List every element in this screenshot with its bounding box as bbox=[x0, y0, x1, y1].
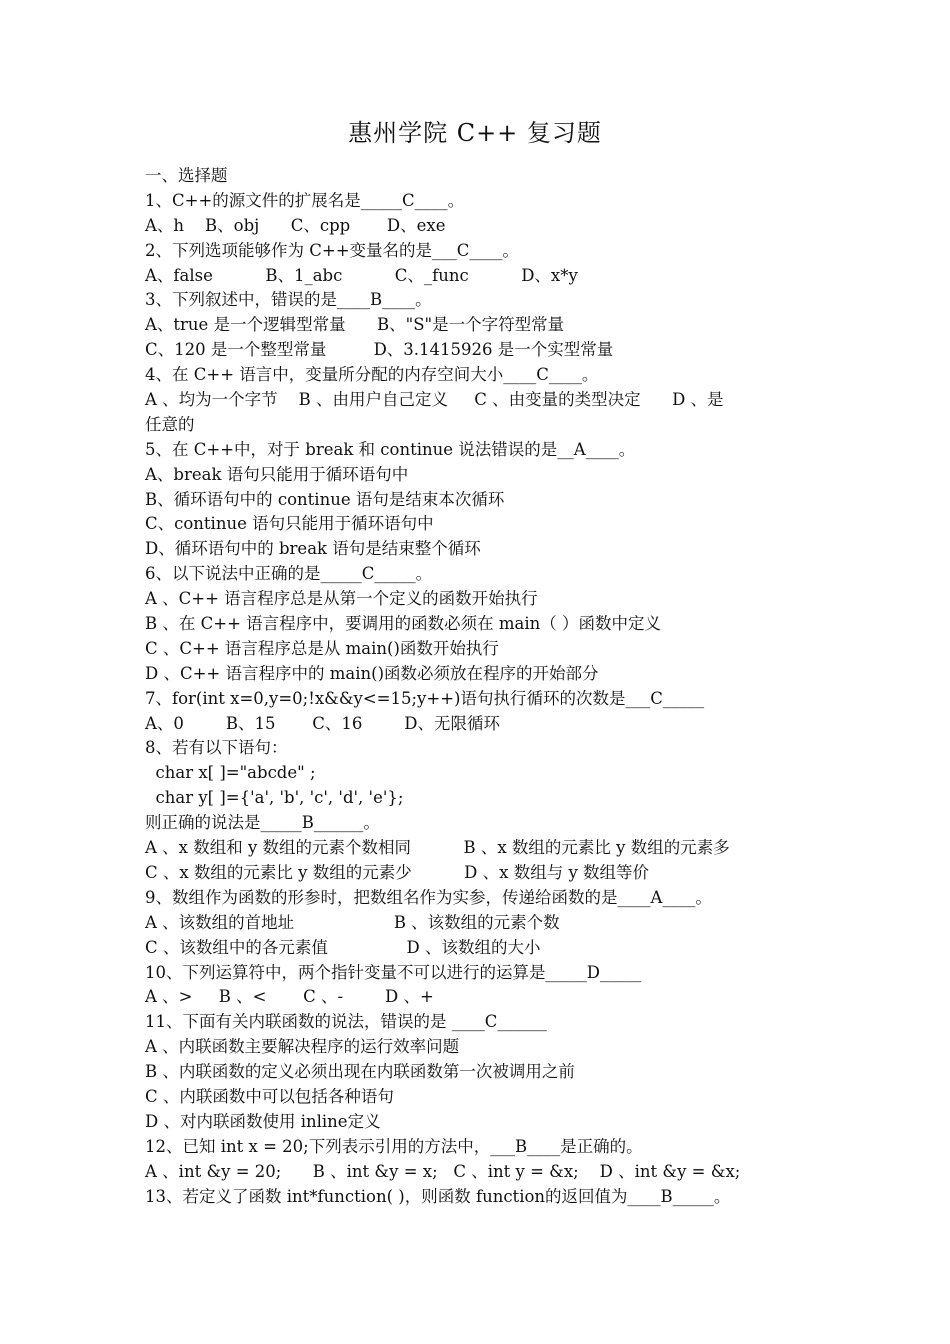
question-9: 9、数组作为函数的形参时，把数组名作为实参，传递给函数的是____A____。 bbox=[145, 887, 712, 907]
question-4-options: A 、均为一个字节 B 、由用户自己定义 C 、由变量的类型决定 D 、是 bbox=[145, 390, 724, 410]
question-10: 10、下列运算符中，两个指针变量不可以进行的运算是_____D_____ bbox=[145, 962, 642, 982]
question-7-options: A、0 B、15 C、16 D、无限循环 bbox=[145, 713, 501, 733]
question-3-options-cd: C、120 是一个整型常量 D、3.1415926 是一个实型常量 bbox=[145, 340, 614, 360]
question-11: 11、下面有关内联函数的说法，错误的是 ____C______ bbox=[145, 1012, 547, 1032]
question-11-option-b: B 、内联函数的定义必须出现在内联函数第一次被调用之前 bbox=[145, 1062, 575, 1082]
question-8: 8、若有以下语句： bbox=[145, 738, 288, 758]
question-2-options: A、false B、1_abc C、_func D、x*y bbox=[145, 265, 578, 285]
question-9-options-cd: C 、该数组中的各元素值 D 、该数组的大小 bbox=[145, 937, 541, 957]
question-6-option-d: D 、C++ 语言程序中的 main()函数必须放在程序的开始部分 bbox=[145, 663, 599, 683]
question-list bbox=[145, 164, 835, 1209]
question-11-option-a: A 、内联函数主要解决程序的运行效率问题 bbox=[145, 1037, 460, 1057]
question-8-options-cd: C 、x 数组的元素比 y 数组的元素少 D 、x 数组与 y 数组等价 bbox=[145, 862, 650, 882]
question-5-option-d: D、循环语句中的 break 语句是结束整个循环 bbox=[145, 539, 481, 559]
question-10-options: A 、> B 、< C 、- D 、+ bbox=[145, 987, 434, 1007]
question-1-options: A、h B、obj C、cpp D、exe bbox=[145, 215, 446, 235]
question-7: 7、for(int x=0,y=0;!x&&y<=15;y++)语句执行循环的次数是___C_____ bbox=[145, 688, 705, 708]
question-5-option-c: C、continue 语句只能用于循环语句中 bbox=[145, 514, 434, 534]
document-title: 惠州学院 C++ 复习题 bbox=[348, 119, 602, 147]
question-9-options-ab: A 、该数组的首地址 B 、该数组的元素个数 bbox=[145, 912, 560, 932]
question-3: 3、下列叙述中，错误的是____B____。 bbox=[145, 290, 432, 310]
question-5-option-b: B、循环语句中的 continue 语句是结束本次循环 bbox=[145, 489, 505, 509]
question-6: 6、以下说法中正确的是_____C_____。 bbox=[145, 564, 433, 584]
question-8-code-2: char y[ ]={'a', 'b', 'c', 'd', 'e'}; bbox=[145, 788, 404, 808]
section-heading: 一、选择题 bbox=[145, 166, 228, 185]
question-5-option-a: A、break 语句只能用于循环语句中 bbox=[145, 464, 409, 484]
question-2: 2、下列选项能够作为 C++变量名的是___C____。 bbox=[145, 240, 519, 260]
question-6-option-c: C 、C++ 语言程序总是从 main()函数开始执行 bbox=[145, 638, 499, 658]
question-6-option-a: A 、C++ 语言程序总是从第一个定义的函数开始执行 bbox=[145, 589, 538, 609]
question-13: 13、若定义了函数 int*function( )，则函数 function的返回值为____B_____。 bbox=[145, 1186, 731, 1206]
question-4: 4、在 C++ 语言中，变量所分配的内存空间大小____C____。 bbox=[145, 365, 599, 385]
question-8-prompt: 则正确的说法是_____B______。 bbox=[145, 813, 380, 833]
question-6-option-b: B 、在 C++ 语言程序中，要调用的函数必须在 main（ ）函数中定义 bbox=[145, 614, 662, 634]
question-1: 1、C++的源文件的扩展名是_____C____。 bbox=[145, 190, 465, 210]
question-8-options-ab: A 、x 数组和 y 数组的元素个数相同 B 、x 数组的元素比 y 数组的元素多 bbox=[145, 838, 730, 858]
question-11-option-c: C 、内联函数中可以包括各种语句 bbox=[145, 1086, 394, 1106]
question-3-options-ab: A、true 是一个逻辑型常量 B、"S"是一个字符型常量 bbox=[145, 315, 565, 335]
question-8-code-1: char x[ ]="abcde" ; bbox=[145, 763, 316, 783]
question-12-options: A 、int &y = 20; B 、int &y = x; C 、int y = &x; D 、int &y = &x; bbox=[145, 1161, 741, 1181]
question-5: 5、在 C++中，对于 break 和 continue 说法错误的是__A____。 bbox=[145, 439, 636, 459]
question-12: 12、已知 int x = 20;下列表示引用的方法中，___B____是正确的。 bbox=[145, 1136, 643, 1156]
question-11-option-d: D 、对内联函数使用 inline定义 bbox=[145, 1111, 381, 1131]
question-4-options-cont: 任意的 bbox=[145, 414, 195, 434]
